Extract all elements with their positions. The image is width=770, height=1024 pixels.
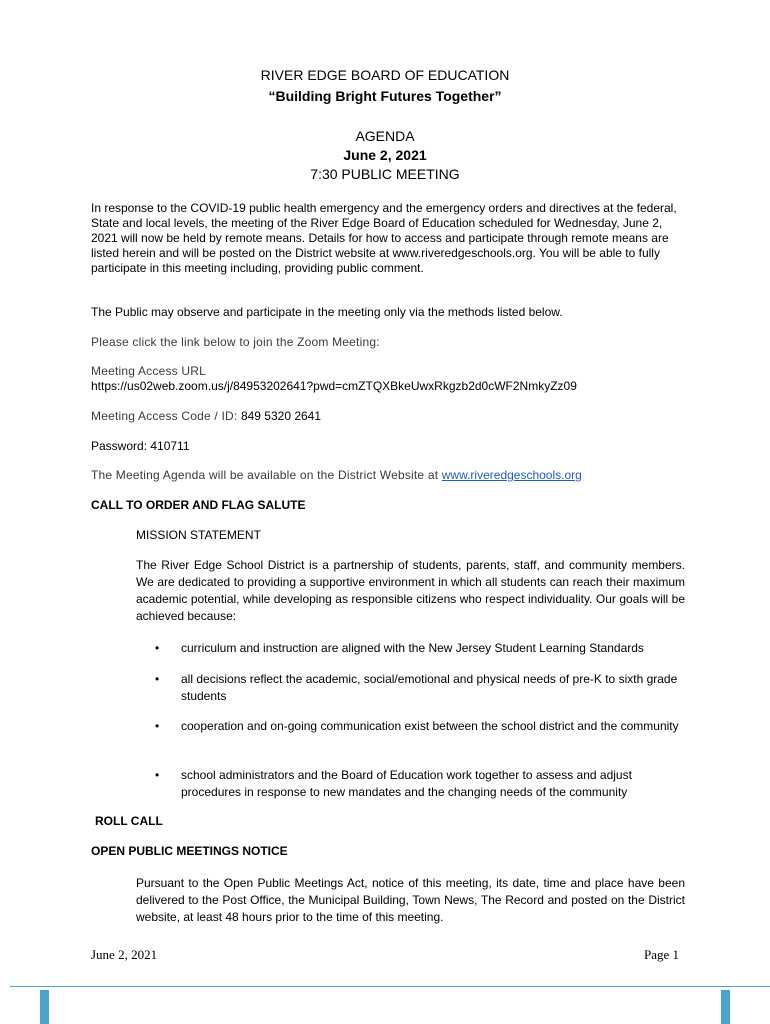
page-number: Page 1 [643, 947, 679, 962]
meeting-access-code [91, 409, 681, 424]
bullet-icon: • [155, 768, 160, 782]
public-participation-note: The Public may observe and participate in the meeting only via the methods listed below. [91, 305, 563, 319]
org-motto: “Building Bright Futures Together” [268, 88, 502, 104]
meeting-url-label: Meeting Access URL [91, 364, 206, 378]
footer-date: June 2, 2021 [91, 947, 158, 962]
bullet-icon: • [155, 719, 160, 733]
org-title: RIVER EDGE BOARD OF EDUCATION [260, 67, 510, 83]
intro-paragraph: In response to the COVID-19 public health emergency and the emergency orders and directives at the federal, State and local levels, the meeting of the River Edge Board of Education scheduled for Wednesday, June 2, 2021 will now be held by remote means. Details for how to access and participate through remote means are listed herein and will be posted on the District website at www.riveredgeschools.org. You will be able to fully participate in this meeting including, providing public comment. [91, 201, 677, 275]
meeting-time: 7:30 PUBLIC MEETING [310, 166, 460, 182]
right-accent-bar [721, 990, 730, 1024]
bullet-icon: • [155, 641, 160, 655]
left-accent-bar [40, 990, 49, 1024]
meeting-date: June 2, 2021 [343, 147, 427, 163]
agenda-availability-text: The Meeting Agenda will be available on the District Website at [91, 468, 442, 482]
mission-statement-text: The River Edge School District is a partnership of students, parents, staff, and community members. We are dedicated to providing a supportive environment in which all students can reach their maximum academic potential, while developing as responsible citizens who respect individuality. Our goals will be achieved because: [136, 558, 685, 623]
agenda-availability [91, 468, 681, 483]
bullet-icon: • [155, 672, 160, 686]
goal-text: all decisions reflect the academic, social/emotional and physical needs of pre-K to sixth grade students [181, 672, 678, 703]
mission-statement-title: MISSION STATEMENT [136, 528, 261, 542]
zoom-instructions: Please click the link below to join the Zoom Meeting: [91, 335, 380, 349]
call-to-order-heading: CALL TO ORDER AND FLAG SALUTE [91, 498, 306, 512]
goal-text: curriculum and instruction are aligned with the New Jersey Student Learning Standards [181, 641, 644, 655]
meeting-password: Password: 410711 [91, 439, 190, 453]
opma-heading: OPEN PUBLIC MEETINGS NOTICE [91, 844, 288, 858]
roll-call-heading: ROLL CALL [95, 814, 163, 828]
footer-divider [10, 986, 770, 987]
opma-notice-text: Pursuant to the Open Public Meetings Act, notice of this meeting, its date, time and place have been delivered to the Post Office, the Municipal Building, Town News, The Record and posted on the District website, at least 48 hours prior to the time of this meeting. [136, 876, 685, 924]
agenda-title: AGENDA [355, 128, 415, 144]
goal-text: school administrators and the Board of Education work together to assess and adjust procedures in response to new mandates and the changing needs of the community [181, 768, 632, 799]
meeting-code-label: Meeting Access Code / ID: [91, 409, 241, 423]
meeting-url[interactable]: https://us02web.zoom.us/j/84953202641?pwd=cmZTQXBkeUwxRkgzb2d0cWF2NmkyZz09 [91, 379, 577, 393]
goal-text: cooperation and on-going communication exist between the school district and the community [181, 719, 679, 733]
meeting-code-value: 849 5320 2641 [240, 409, 322, 423]
district-website-link[interactable]: www.riveredgeschools.org [441, 468, 582, 482]
